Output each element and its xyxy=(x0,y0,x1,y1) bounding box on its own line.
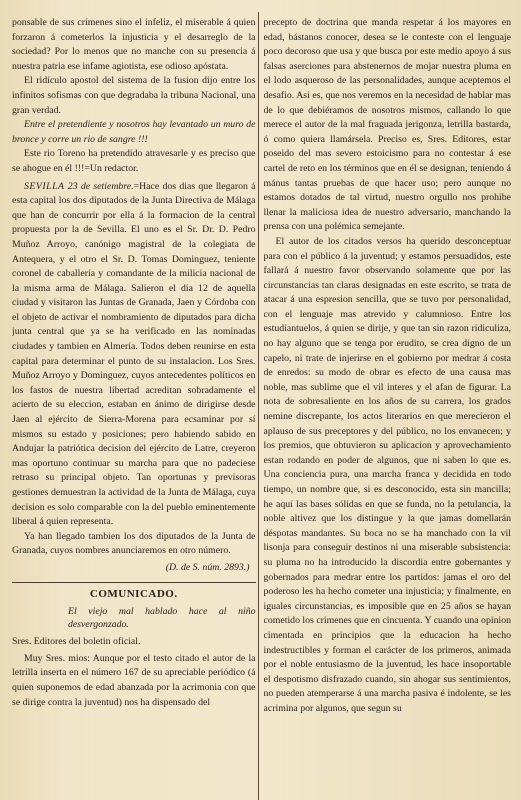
news-place: SEVILLA xyxy=(24,180,65,192)
salutation: Sres. Editores del boletin oficial. xyxy=(12,636,141,648)
column-divider xyxy=(258,12,259,800)
news-date: 23 de setiembre. xyxy=(67,180,134,192)
news-source: (D. de S. núm. 2893.) xyxy=(165,561,250,573)
epigraph: El viejo mal hablado hace al niño desvergonzado. xyxy=(68,606,256,631)
news-body: =Hace dos dias que llegaron á esta capital los dos diputados de la Junta Directiva de Málaga que han de concurrir por ella á la formacion de la central propuesta por la de Sevilla. El uno es el Sr. Dr. D. Pedro Muñoz Arroyo, canónigo magistral de la colegiata de Antequera, y el otro el Sr. D. Tomas Dominguez, teniente coronel de caballería y comandante de la milicia nacional de la misma arma de Málaga. Salieron el dia 12 de aquella ciudad y visitaron las Juntas de Granada, Jaen y Córdoba con el objeto de activar el nombramiento de diputados para dicha junta central que ya se ha verificado en las nominadas ciudades y tambien en Almería. Todos deben reunirse en esta capital para determinar el punto de su instalacion. Los Sres. Muñoz Arroyo y Dominguez, cuyos antecedentes políticos en los fastos de nuestra libertad acreditan sobradamente el acierto de su eleccion, estaban en ánimo de dirigirse desde Jaen al ejército de Sierra-Morena para ecsaminar por sí mismos su estado y posiciones; pero habiendo sabido en Andujar la patriótica decision del ejército de Latre, creyeron mas oportuno continuar su marcha para que no padeciese retraso su principal objeto. Tan oportunas y previsoras gestiones demuestran la actividad de la Junta de Málaga, cuya decision es solo comparable con la del pueblo eminentemente liberal á quien representa. xyxy=(12,180,256,528)
section-divider xyxy=(12,582,256,583)
left-column xyxy=(12,16,256,800)
paragraph: precepto de doctrina que manda respetar á los mayores en edad, bástanos conocer, desea se le conteste con el lenguaje poco decoroso que usa y que busca por este medio apoyo á sus falsas aserciones para abstenernos de mojar nuestra pluma en el lodo asqueroso de las personalidades, aunque aceptemos el desafio. Asi es, que nos veremos en la necesidad de hablar mas de lo que debiéramos de nosotros mismos, callando lo que merece el autor de la mal fraguada jerigonza, letrilla bastarda, ó como quiera llamársela. Preciso es, Sres. Editores, estar poseido del mas severo estoicismo para no contestar á ese cartel de reto en los términos que en él se designan, teniendo á mánus tantas pruebas de que hacer uso; pero aunque no estamos dotados de tal virtud, nuestro orgullo nos prohibe llenar la maliciosa idea de nuestro adversario, manchando la prensa con una polémica semejante. xyxy=(263,17,511,233)
paragraph xyxy=(12,147,256,176)
paragraph-text: Este rio Toreno ha pretendido atravesarle y es preciso que se ahogue en él !!! xyxy=(12,148,256,174)
news-item xyxy=(12,180,256,530)
paragraph: El autor de los citados versos ha querido desconceptuar para con el público á la juventud; y estamos persuadidos, este fallará á nuestro favor observando solamente que por las circunstancias tan claras designadas en este escrito, se trata de atacar á una espresion sencilla, que se tuvo por personalidad, con el lenguaje mas atrevido y calumnioso. Entre los estudiantuelos, á quien se dirije, y que tan sin razon ridiculiza, no hay alguno que se tenga por erudito, se crea digno de un capelo, ni trate de injerirse en el gobierno por medrar á costa de enredos: su modo de obrar es efecto de una causa mas noble, mas sublime que el vil interes y el afan de figurar. La nota de sobresaliente en los años de su carrera, los grados nemine discrepante, los actos literarios en que merecieron el aplauso de sus preceptores y del público, no los envanecen; y los premios, que obtuvieron su aplicacion y aprovechamiento estan rodando en poder de algunos, que ni saben lo que es. Una conciencia pura, una marcha franca y decidida en todo tiempo, un nombre que, si es desconocido, esta sin mancilla; he aquí las bases sólidas en que se funda, no la petulancia, la noble altivez que los distingue y la que jamas domellarán déspotas mandantes. Su boca no se ha manchado con la vil lisonja para conseguir destinos ni una miserable subsistencia: su pluma no ha introducido la discordia entre gobernantes y gobernados para medrar entre los partidos: jamas el oro del poderoso les ha hecho cometer una injusticia; y finalmente, en iguales circunstancias, es imposible que en 25 años se hayan cometido los crímenes que en cincuenta. Y cuando una opinion cimentada en principios que la educacion ha hecho indestructibles y forman el carácter de los primeros, animada por el noble entusiasmo de la juventud, les hace insoportable el despotismo disfrazado cuando, sin ahogar sus sentimientos, no pueden atemperarse á una marcha pasiva é indolente, se les acrimina por algunos, que segun su xyxy=(263,235,511,714)
paragraph: Muy Sres. mios: Aunque por el testo citado el autor de la letrilla inserta en el número 167 de su apreciable periódico (á quien suponemos de edad abanzada por la acrimonia con que se dirige contra la juventud) nos ha dispensado del xyxy=(12,652,256,708)
paragraph: El ridículo apostol del sistema de la fusion dijo entre los infinitos sofismas con que degradaba la tribuna Nacional, una gran verdad. xyxy=(12,75,256,116)
quote-paragraph xyxy=(12,118,256,147)
paragraph: Ya han llegado tambien los dos diputados de la Junta de Granada, cuyos nombres anunciaremos en otro número. xyxy=(12,530,256,557)
paragraph: ponsable de sus crímenes sino el infeliz, el miserable á quien forzaron á cometerlos la injusticia y el desarreglo de la sociedad? Por lo menos que no manche con su presencia á nuestra patria ese infame agiotista, ese odioso apóstata. xyxy=(12,17,256,72)
author-note: =Un redactor. xyxy=(84,162,139,174)
right-column xyxy=(264,16,511,800)
section-title: COMUNICADO. xyxy=(89,587,178,600)
quote-text: Entre el pretendiente y nosotros hay levantado un muro de bronce y corre un rio de sangre !!! xyxy=(12,119,256,145)
